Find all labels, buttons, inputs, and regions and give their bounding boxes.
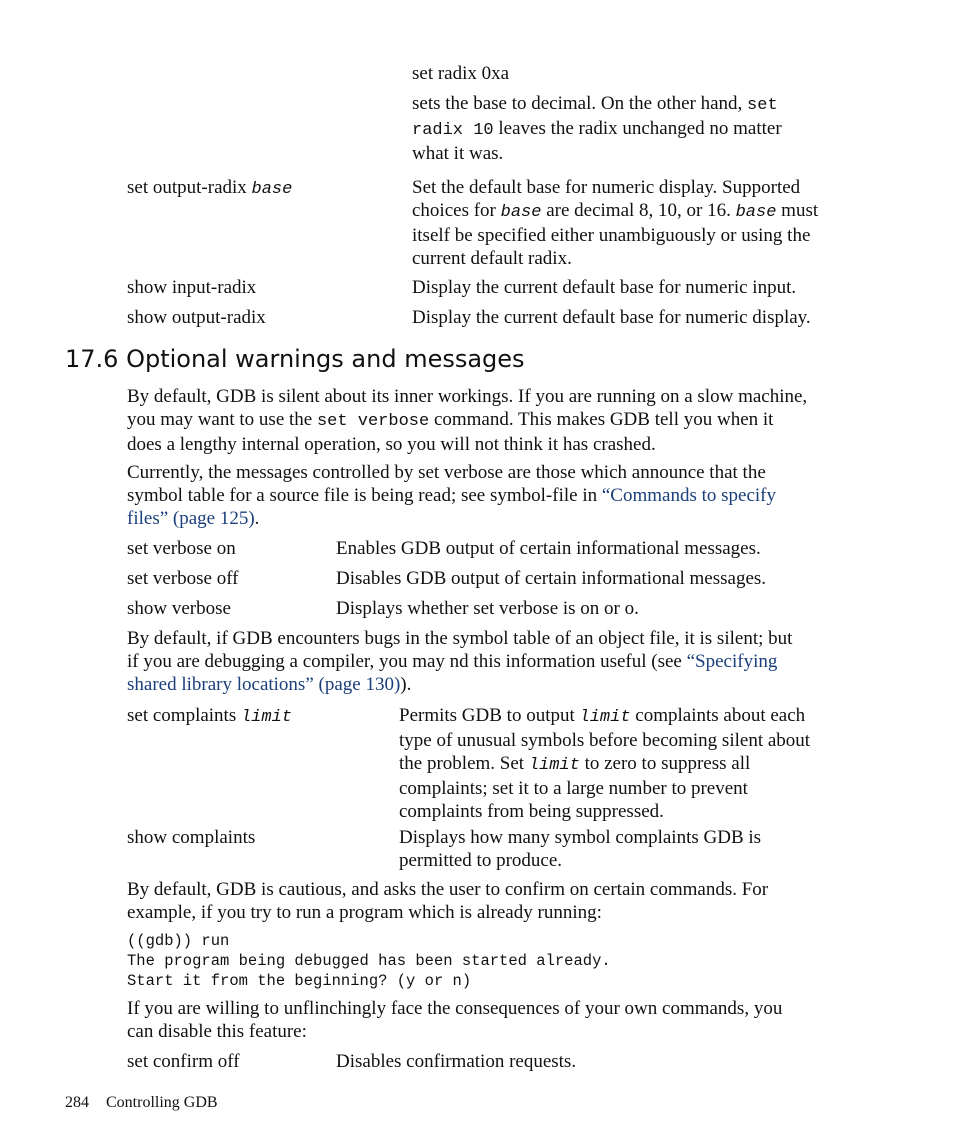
desc-show-verbose: Displays whether set verbose is on or o. [336, 598, 639, 619]
desc-set-verbose-off: Disables GDB output of certain informational messages. [336, 568, 767, 589]
desc-show-complaints: Displays how many symbol complaints GDB is permitted to produce. [399, 827, 762, 871]
term-set-output-radix: set output-radix base [127, 177, 293, 199]
code-example: ((gdb)) run The program being debugged has been started already. Start it from the beginning? (y or n) [127, 932, 611, 990]
link-specifying-shared-library-cont[interactable]: shared library locations” (page 130) [127, 674, 401, 695]
chapter-title: Controlling GDB [106, 1094, 218, 1111]
radix-example: set radix 0xa [412, 63, 510, 84]
term-show-verbose: show verbose [127, 598, 231, 619]
desc-set-verbose-on: Enables GDB output of certain informational messages. [336, 538, 761, 559]
term-set-verbose-on: set verbose on [127, 538, 236, 559]
paragraph-disable-confirm: If you are willing to unflinchingly face the consequences of your own commands, you can disable this feature: [127, 998, 783, 1042]
term-show-complaints: show complaints [127, 827, 256, 848]
page-number: 284 [65, 1094, 89, 1111]
paragraph-complaints-intro: By default, if GDB encounters bugs in the symbol table of an object file, it is silent; but if you are debugging a compiler, you may nd this information useful (see “Specifying shared library locations” (page 130)). [127, 628, 793, 695]
paragraph-confirm-intro: By default, GDB is cautious, and asks the user to confirm on certain commands. For example, if you try to run a program which is already running: [127, 879, 769, 923]
desc-show-input-radix: Display the current default base for numeric input. [412, 277, 797, 298]
desc-show-output-radix: Display the current default base for numeric display. [412, 307, 811, 328]
term-set-confirm-off: set confirm off [127, 1051, 240, 1072]
desc-set-confirm-off: Disables confirmation requests. [336, 1051, 577, 1072]
term-show-input-radix: show input-radix [127, 277, 257, 298]
section-title: 17.6 Optional warnings and messages [65, 345, 525, 373]
paragraph-verbose-messages: Currently, the messages controlled by set verbose are those which announce that the symbol table for a source file is being read; see symbol-file in “Commands to specify files” (page 125). [127, 462, 777, 529]
term-show-output-radix: show output-radix [127, 307, 266, 328]
link-commands-to-specify-files-cont[interactable]: files” (page 125) [127, 508, 255, 529]
desc-set-complaints: Permits GDB to output limit complaints about each type of unusual symbols before becoming silent about the problem. Set limit to zero to suppress all complaints; set it to a large number to prevent complaints from being suppressed. [399, 705, 811, 822]
link-commands-to-specify-files[interactable]: “Commands to specify [601, 485, 777, 506]
link-specifying-shared-library[interactable]: “Specifying [686, 651, 778, 672]
paragraph-verbose-intro: By default, GDB is silent about its inner workings. If you are running on a slow machine, you may want to use the set verbose command. This makes GDB tell you when it does a lengthy internal operation, so you will not think it has crashed. [127, 386, 808, 455]
radix-description: sets the base to decimal. On the other hand, set radix 10 leaves the radix unchanged no matter what it was. [412, 93, 782, 164]
desc-set-output-radix: Set the default base for numeric display. Supported choices for base are decimal 8, 10, or 16. base must itself be specified either unambiguously or using the current default radix. [412, 177, 819, 269]
term-set-verbose-off: set verbose off [127, 568, 239, 589]
term-set-complaints: set complaints limit [127, 705, 292, 727]
